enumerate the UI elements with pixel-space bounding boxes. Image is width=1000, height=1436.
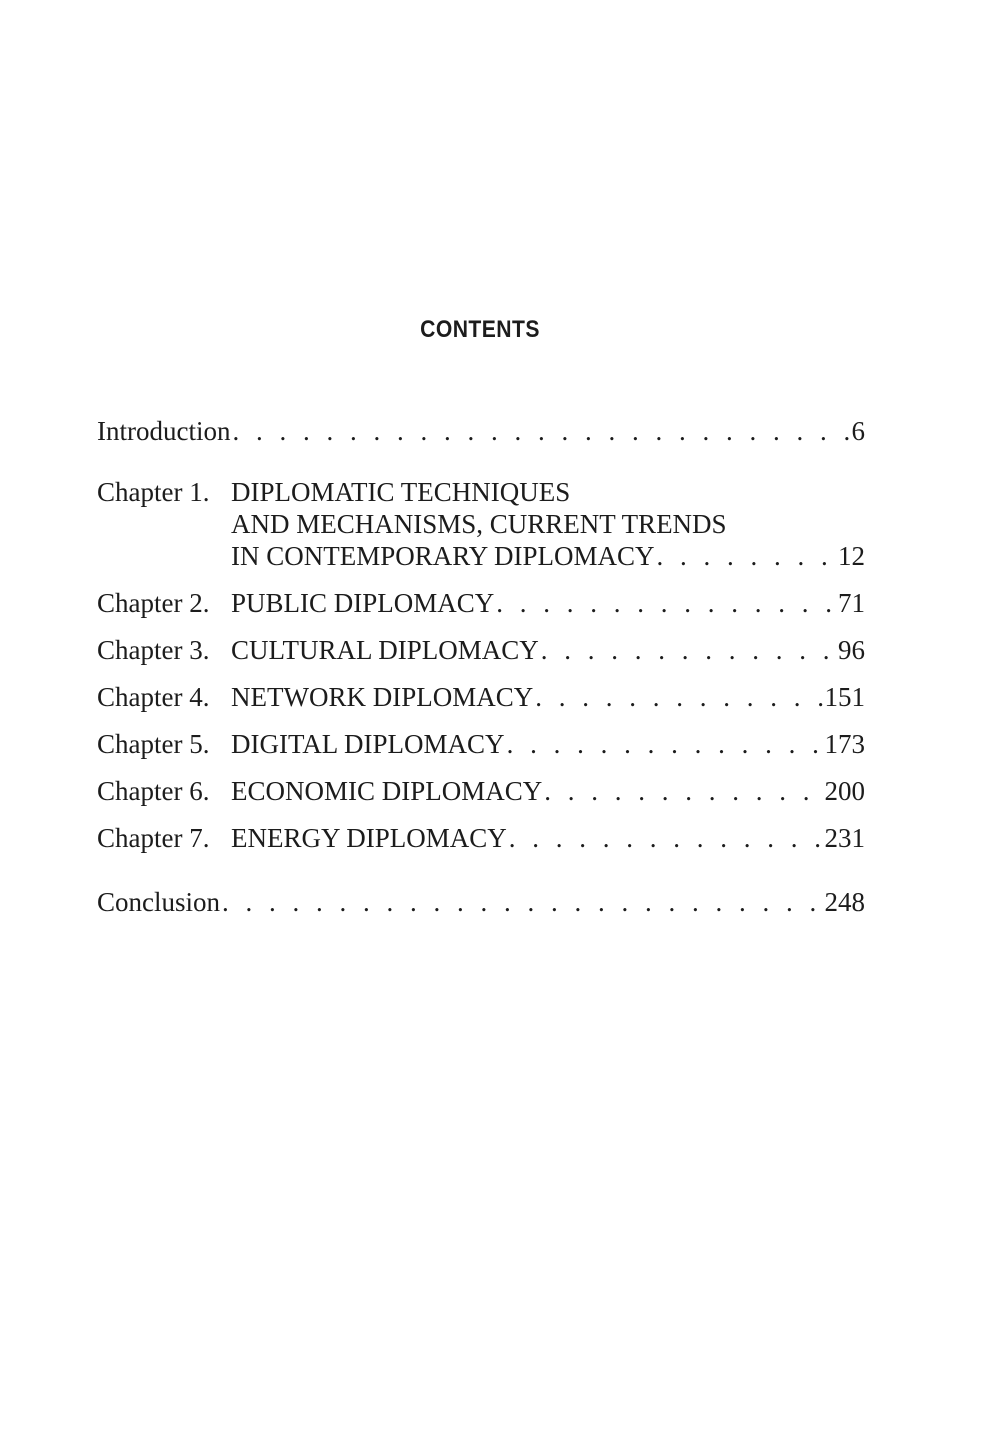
chapter-label: Chapter 2. xyxy=(97,588,210,618)
toc-entry-title: CULTURAL DIPLOMACY xyxy=(231,635,539,665)
chapter-label: Chapter 7. xyxy=(97,823,210,853)
dot-leader xyxy=(542,775,824,807)
toc-entry-title-line-1: DIPLOMATIC TECHNIQUES xyxy=(231,477,571,507)
toc-entry-chapter-4[interactable] xyxy=(97,681,865,713)
dot-leader xyxy=(230,415,851,447)
toc-entry-chapter-5[interactable] xyxy=(97,728,865,760)
toc-entry-title-line-3: IN CONTEMPORARY DIPLOMACY xyxy=(231,541,655,571)
toc-page-number: 12 xyxy=(838,541,865,571)
dot-leader xyxy=(220,886,824,918)
dot-leader xyxy=(494,587,838,619)
toc-entry-chapter-6[interactable] xyxy=(97,775,865,807)
toc-entry-title: Introduction xyxy=(97,416,231,446)
chapter-label: Chapter 6. xyxy=(97,776,210,806)
chapter-label: Chapter 4. xyxy=(97,682,210,712)
chapter-label: Chapter 1. xyxy=(97,477,210,507)
dot-leader xyxy=(507,822,825,854)
toc-entry-title: Conclusion xyxy=(97,887,221,917)
chapter-label: Chapter 3. xyxy=(97,635,210,665)
toc-page-number: 96 xyxy=(838,635,865,665)
toc-entry-chapter-7[interactable] xyxy=(97,822,865,854)
toc-entry-introduction[interactable] xyxy=(97,415,865,447)
toc-page-number: 248 xyxy=(824,887,865,917)
dot-leader xyxy=(505,728,825,760)
dot-leader xyxy=(533,681,824,713)
toc-entry-chapter-3[interactable] xyxy=(97,634,865,666)
chapter-label: Chapter 5. xyxy=(97,729,210,759)
toc-entry-title-line-2: AND MECHANISMS, CURRENT TRENDS xyxy=(231,509,727,539)
dot-leader xyxy=(655,540,838,572)
toc-entry-chapter-2[interactable] xyxy=(97,587,865,619)
toc-entry-title: PUBLIC DIPLOMACY xyxy=(231,588,495,618)
toc-entry-chapter-1[interactable] xyxy=(97,476,865,572)
toc-entry-title: NETWORK DIPLOMACY xyxy=(231,682,534,712)
toc-page-number: 6 xyxy=(851,416,865,446)
toc-page-number: 151 xyxy=(824,682,865,712)
toc-entry-conclusion[interactable] xyxy=(97,886,865,918)
toc-entry-title: DIGITAL DIPLOMACY xyxy=(231,729,505,759)
contents-heading: CONTENTS xyxy=(420,316,540,343)
toc-page-number: 200 xyxy=(824,776,865,806)
toc-entry-title: ECONOMIC DIPLOMACY xyxy=(231,776,543,806)
toc-page-number: 231 xyxy=(824,823,865,853)
dot-leader xyxy=(539,634,838,666)
toc-page-number: 71 xyxy=(838,588,865,618)
toc-page-number: 173 xyxy=(824,729,865,759)
toc-entry-title: ENERGY DIPLOMACY xyxy=(231,823,507,853)
table-of-contents xyxy=(97,415,865,918)
